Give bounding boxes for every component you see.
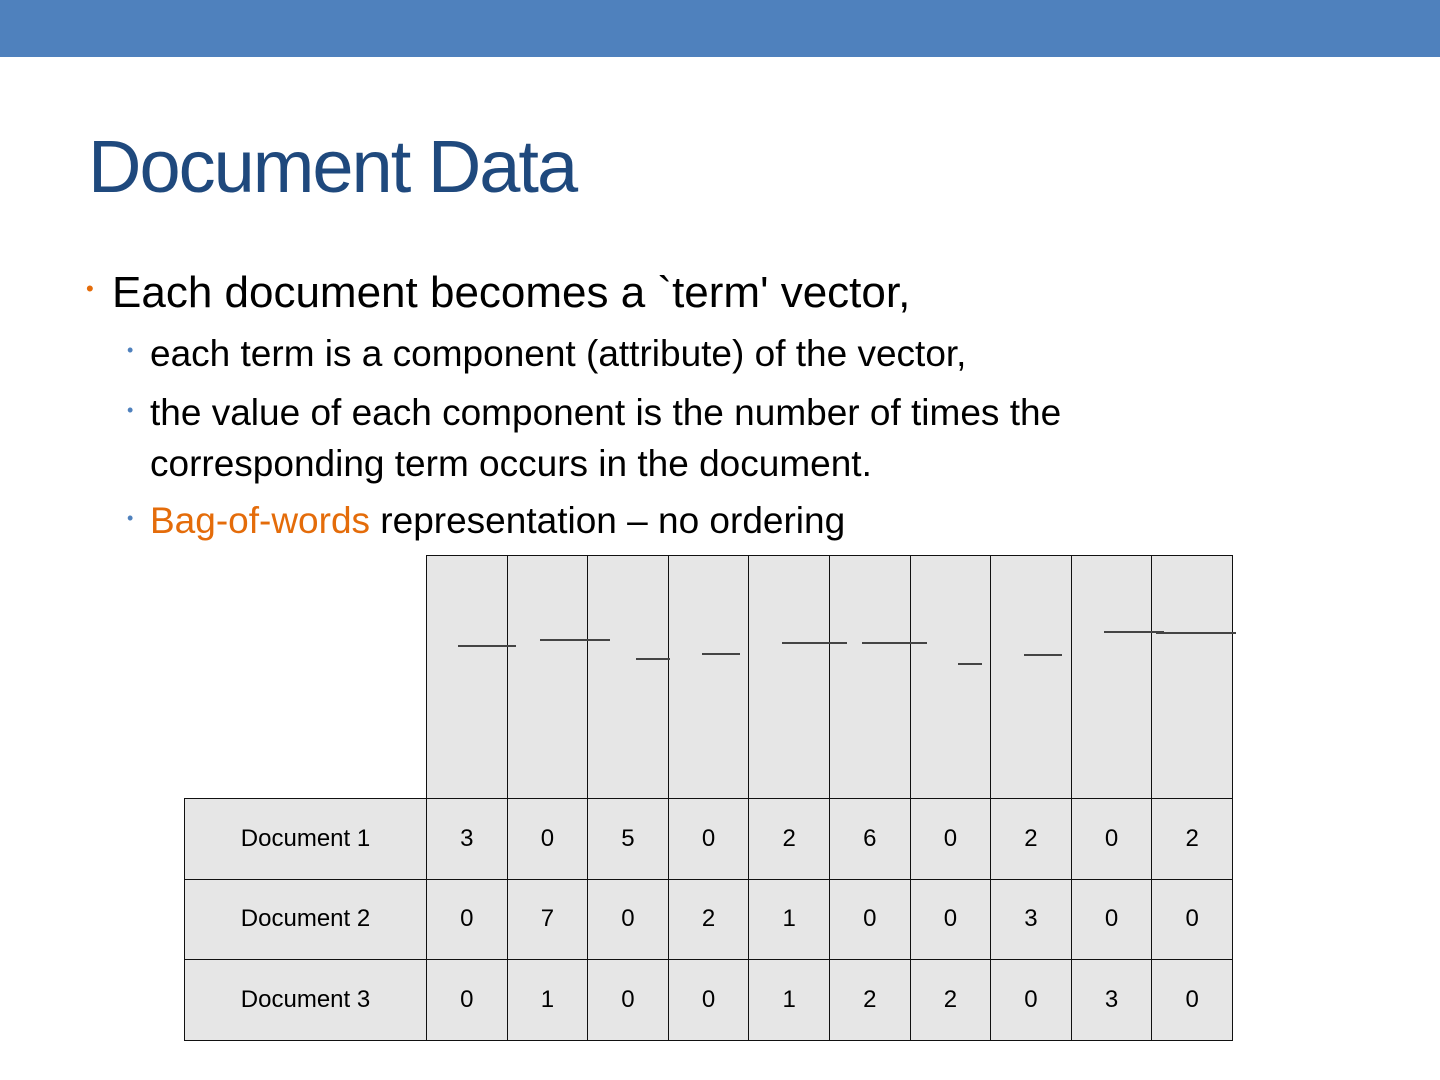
term-count-cell: 2 xyxy=(668,879,750,961)
term-count-cell: 0 xyxy=(587,959,669,1041)
term-header-mark xyxy=(958,663,982,665)
term-header-cell xyxy=(829,555,911,799)
term-header-mark xyxy=(1024,654,1062,656)
term-count-cell: 3 xyxy=(1071,959,1153,1041)
bullet-main: Each document becomes a `term' vector, xyxy=(112,268,911,317)
term-header-mark xyxy=(702,653,740,655)
bullet-sub-2-line-1: the value of each component is the number of times the xyxy=(150,392,1062,433)
term-header-cell xyxy=(990,555,1072,799)
term-header-mark xyxy=(862,642,927,644)
term-count-cell: 5 xyxy=(587,798,669,880)
term-count-cell: 3 xyxy=(426,798,508,880)
bag-of-words-term: Bag-of-words xyxy=(150,500,371,541)
term-count-cell: 0 xyxy=(1151,959,1233,1041)
term-count-cell: 0 xyxy=(910,879,992,961)
term-header-mark xyxy=(1104,631,1164,633)
term-count-cell: 3 xyxy=(990,879,1072,961)
term-header-mark xyxy=(782,642,847,644)
bullet-sub-2-line-2: corresponding term occurs in the document. xyxy=(150,443,872,484)
term-count-cell: 2 xyxy=(1151,798,1233,880)
term-count-cell: 0 xyxy=(1071,879,1153,961)
bullet-sub-3-rest: representation – no ordering xyxy=(370,500,846,541)
term-count-cell: 0 xyxy=(426,959,508,1041)
slide-title: Document Data xyxy=(88,125,577,208)
term-count-cell: 6 xyxy=(829,798,911,880)
term-header-mark xyxy=(540,639,610,641)
term-header-cell xyxy=(1151,555,1233,799)
term-count-cell: 1 xyxy=(748,959,830,1041)
document-row-label: Document 1 xyxy=(184,798,427,880)
term-count-cell: 0 xyxy=(507,798,589,880)
top-accent-bar xyxy=(0,0,1440,57)
bullet-sub-1: each term is a component (attribute) of the vector, xyxy=(150,333,967,374)
term-count-cell: 0 xyxy=(1151,879,1233,961)
term-count-cell: 1 xyxy=(748,879,830,961)
term-header-mark xyxy=(636,658,670,660)
bullet-sub-3 xyxy=(150,495,845,547)
term-header-cell xyxy=(1071,555,1153,799)
term-header-mark xyxy=(1156,632,1236,634)
document-row-label: Document 2 xyxy=(184,879,427,961)
term-count-cell: 0 xyxy=(426,879,508,961)
term-count-cell: 0 xyxy=(668,959,750,1041)
bullet-dot: • xyxy=(86,276,94,301)
term-header-cell xyxy=(426,555,508,799)
term-count-cell: 0 xyxy=(910,798,992,880)
term-count-cell: 7 xyxy=(507,879,589,961)
term-header-cell xyxy=(668,555,750,799)
term-header-cell xyxy=(587,555,669,799)
term-header-cell xyxy=(910,555,992,799)
term-header-cell xyxy=(507,555,589,799)
term-header-mark xyxy=(458,645,516,647)
term-count-cell: 0 xyxy=(990,959,1072,1041)
bullet-dot: • xyxy=(127,400,134,420)
term-count-cell: 0 xyxy=(668,798,750,880)
term-count-cell: 1 xyxy=(507,959,589,1041)
term-count-cell: 2 xyxy=(829,959,911,1041)
bullet-dot: • xyxy=(127,340,134,360)
term-count-cell: 2 xyxy=(748,798,830,880)
term-count-cell: 0 xyxy=(1071,798,1153,880)
document-row-label: Document 3 xyxy=(184,959,427,1041)
term-header-cell xyxy=(748,555,830,799)
term-count-cell: 0 xyxy=(587,879,669,961)
term-count-cell: 2 xyxy=(990,798,1072,880)
term-count-cell: 2 xyxy=(910,959,992,1041)
term-count-cell: 0 xyxy=(829,879,911,961)
bullet-dot: • xyxy=(127,508,134,528)
